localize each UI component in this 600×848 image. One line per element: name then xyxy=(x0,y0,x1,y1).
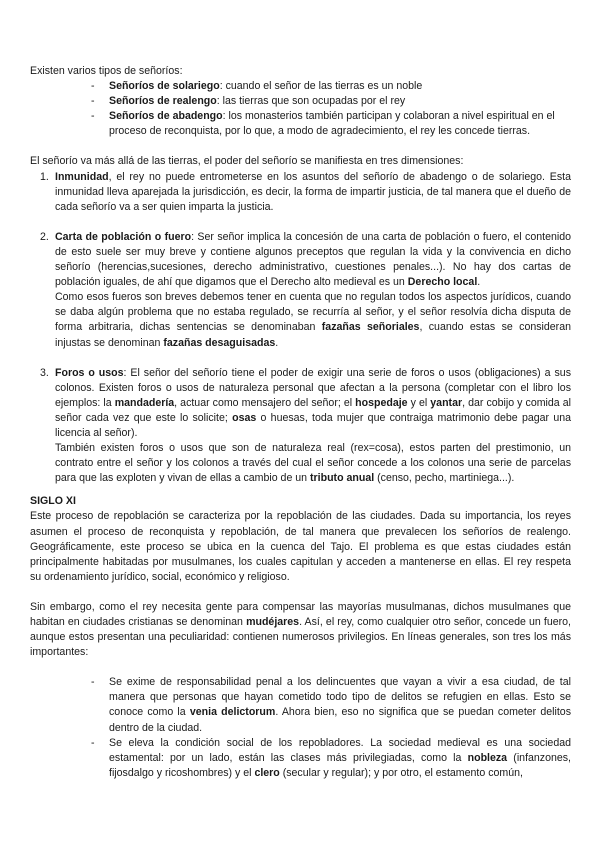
senorio-types-list xyxy=(30,79,571,139)
term-text: : las tierras que son ocupadas por el rey xyxy=(216,95,406,108)
list-item xyxy=(30,94,571,109)
term-bold: mudéjares xyxy=(246,616,300,628)
document-body xyxy=(30,64,571,781)
dash-bullet: - xyxy=(91,736,95,749)
term-bold: fazañas desaguisadas xyxy=(163,336,276,349)
term-bold: venia delictorum xyxy=(189,706,276,719)
term-bold: yantar xyxy=(430,396,463,409)
term-text: , el rey no puede entrometerse en los asuntos del señorío de abadengo o de solariego. Esta inmunidad lleva aparejada la jurisdicción, es decir, la forma de impartir justicia, de tal manera que el dueño de cada señorío va a ser quien imparta la justicia. xyxy=(55,170,571,213)
term-bold: osas xyxy=(232,411,257,424)
term-bold: mandadería xyxy=(114,396,175,409)
term-bold: Señoríos de realengo xyxy=(109,95,217,108)
dimension-charter: 2. Carta de población o fuero: Ser señor implica la concesión de una carta de población o fuero, el contenido de esto suele ser muy breve y contiene algunos preceptos que regulan la vida y la convivencia en dicho señorío (herencias,sucesiones, derecho administrativo, cuestiones penales...). No hay dos cartas de población iguales, de ahí que digamos que el Derecho alto medieval es un Derecho local. Como esos fueros son breves debemos tener en cuenta que no regulan todos los aspectos jurídicos, cuando se daba algún problema que no estaba regulado, se recurría al señor, y el señor resolvía dicha disputa de forma arbitraria, dichas sentencias se denominaban fazañas señoriales, cuando estas se consideran injustas se denominan fazañas desaguisadas. xyxy=(40,230,571,349)
list-number: 3. xyxy=(40,366,49,379)
term-bold: Señoríos de abadengo xyxy=(109,110,223,123)
term-bold: hospedaje xyxy=(355,396,408,409)
dimension-immunity xyxy=(30,170,571,215)
dash-bullet: - xyxy=(91,110,95,123)
term-text: : cuando el señor de las tierras es un noble xyxy=(219,80,423,93)
section-paragraph-2: Sin embargo, como el rey necesita gente para compensar las mayorías musulmanas, dichos musulmanes que habitan en ciudades cristianas se denominan mudéjares. Así, el rey, como cualquier otro señor, concede un fuero, aunque estos presentan una peculiaridad: contienen numerosos privilegios. En líneas generales, son tres los más importantes: xyxy=(30,600,571,659)
list-item xyxy=(30,109,571,139)
term-bold: nobleza xyxy=(467,751,508,764)
term-bold: Carta de población o fuero xyxy=(55,230,192,243)
term-text: : Ser señor implica la concesión de una carta de población o fuero, el contenido de esto suele ser muy breve y contiene algunos preceptos que regulan la vida y la convivencia en dicho señorío (herencias,sucesiones, derecho administrativo, cuestiones penales...). No hay dos cartas de población iguales, de ahí que digamos que el Derecho alto medieval es un xyxy=(55,230,571,289)
intro-paragraph: Existen varios tipos de señoríos: xyxy=(30,65,183,77)
term-bold: clero xyxy=(254,766,280,779)
term-bold: Señoríos de solariego xyxy=(109,80,220,93)
dimensions-intro: El señorío va más allá de las tierras, el poder del señorío se manifiesta en tres dimensiones: xyxy=(30,155,464,168)
section-paragraph: Este proceso de repoblación se caracteriza por la repoblación de las ciudades. Dada su importancia, los reyes asumen el proceso de reconquista y repoblación, de tal manera que prevalecen los señoríos de realengo. Geográficamente, este proceso se ubica en la cuenca del Tajo. El problema es que estas ciudades están principalmente habitadas por musulmanes, los cuales capitulan y acceden a mantenerse en ellas. El rey respeta su ordenamiento jurídico, social, económico y religioso. xyxy=(30,510,571,583)
term-text: : los monasterios también participan y colaboran a nivel espiritual en el proceso de reconquista, por lo que, a modo de agradecimiento, el rey les concede tierras. xyxy=(109,110,555,138)
term-bold: Foros o usos xyxy=(55,366,124,379)
list-number: 1. xyxy=(40,170,49,183)
term-bold: tributo anual xyxy=(310,472,375,485)
dash-bullet: - xyxy=(91,676,95,689)
list-item: - Se eleva la condición social de los repobladores. La sociedad medieval es una sociedad estamental: por un lado, están las clases más privilegiadas, como la nobleza (infanzones, fijosdalgo y ricoshombres) y el clero (secular y regular); y por otro, el estamento común, xyxy=(91,736,572,779)
term-bold: Derecho local xyxy=(407,276,478,289)
dash-bullet: - xyxy=(91,95,95,108)
dash-bullet: - xyxy=(91,80,95,93)
privileges-list xyxy=(30,675,571,781)
term-bold: fazañas señoriales xyxy=(321,321,420,334)
term-bold: Inmunidad xyxy=(55,170,109,183)
list-item: - Se exime de responsabilidad penal a los delincuentes que vayan a vivir a esa ciudad, de tal manera que personas que hayan cometido todo tipo de delitos se refugien en ellas. Esto se conoce como la venia delictorum. Ahora bien, eso no significa que se puedan cometer delitos dentro de la ciudad. xyxy=(91,676,571,734)
section-heading: SIGLO XI xyxy=(30,495,76,508)
list-number: 2. xyxy=(40,230,49,243)
list-item xyxy=(30,79,571,94)
dimension-foros: 3. Foros o usos: El señor del señorío tiene el poder de exigir una serie de foros o usos (obligaciones) a sus colonos. Existen foros o usos de naturaleza personal que afectan a la persona (completar con el libro los ejemplos: la mandadería, actuar como mensajero del señor; el hospedaje y el yantar, dar cobijo y comida al señor cada vez que este lo solicite; osas o huesas, toda mujer que contraiga matrimonio debe pagar una licencia al señor). También existen foros o usos que son de naturaleza real (rex=cosa), estos parten del prestimonio, un contrato entre el señor y los colonos a través del cual el señor concede a los colonos una serie de parcelas para que las exploten y vivan de ellas a cambio de un tributo anual (censo, pecho, martiniega...). xyxy=(40,366,571,485)
